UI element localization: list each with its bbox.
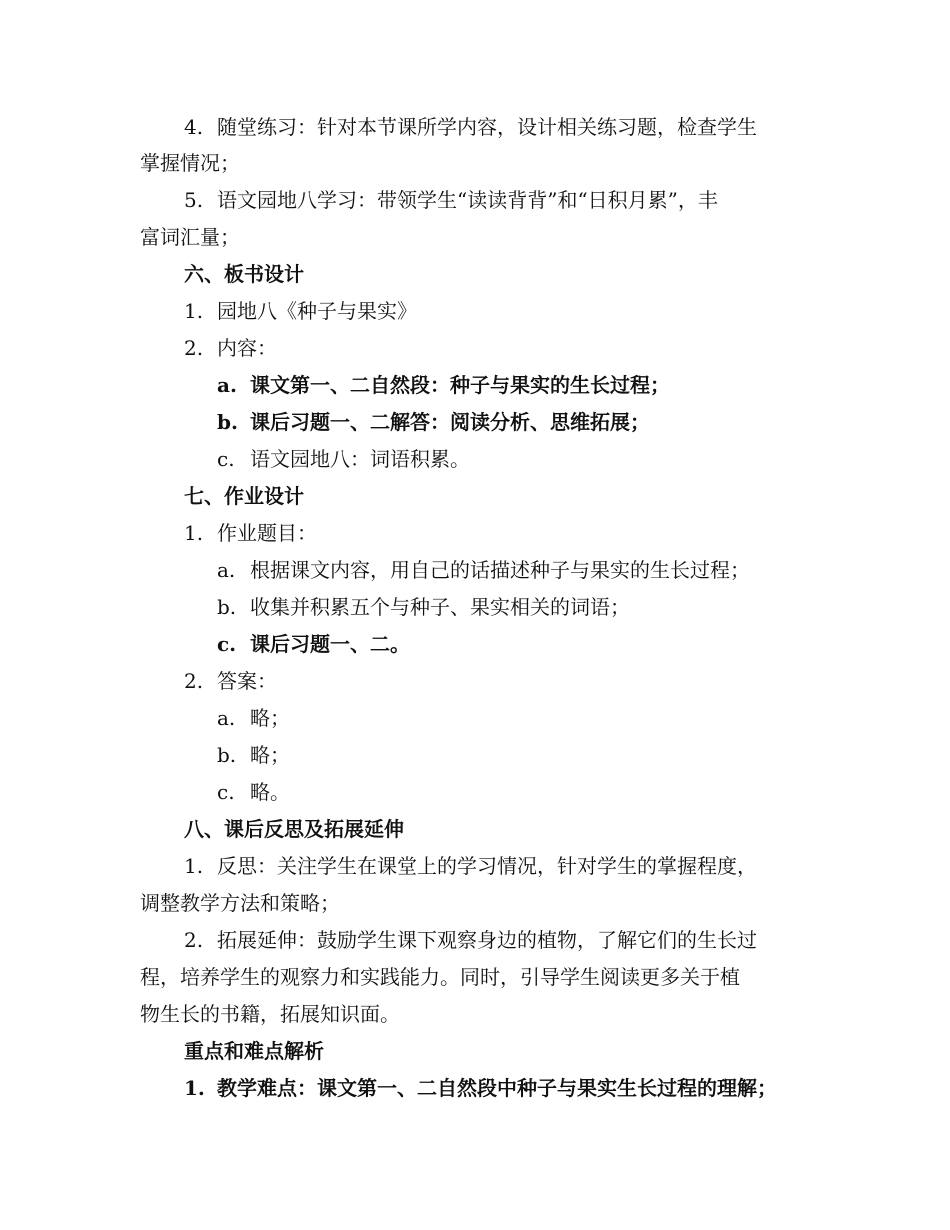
- item-text: 作业题目：: [217, 521, 317, 545]
- sub-item-text: 课文第一、二自然段：种子与果实的生长过程；: [250, 373, 670, 397]
- section-heading: 七、作业设计: [184, 484, 304, 508]
- sub-item-text: 收集并积累五个与种子、果实相关的词语；: [250, 595, 630, 619]
- sub-item-text: 课后习题一、二。: [250, 632, 410, 656]
- list-item: [184, 187, 718, 213]
- item-number: 1.: [184, 521, 204, 545]
- item-number: 2.: [184, 336, 204, 360]
- item-text: 反思：关注学生在课堂上的学习情况，针对学生的掌握程度，: [217, 854, 757, 878]
- item-number: 2.: [184, 669, 204, 693]
- sub-item-text: 略。: [250, 780, 290, 804]
- sub-item-label: b.: [217, 410, 238, 434]
- sub-list-item: [217, 631, 410, 657]
- sub-item-text: 根据课文内容，用自己的话描述种子与果实的生长过程；: [250, 558, 750, 582]
- list-item: [184, 298, 417, 324]
- list-item: [184, 520, 317, 546]
- item-text-continuation: 富词汇量；: [140, 225, 240, 249]
- list-item: [184, 114, 757, 140]
- item-text: 答案：: [217, 669, 277, 693]
- item-text-continuation: 物生长的书籍，拓展知识面。: [140, 1002, 400, 1026]
- sub-item-text: 略；: [250, 706, 290, 730]
- item-number: 1.: [184, 854, 204, 878]
- sub-list-item: [217, 779, 290, 805]
- sub-item-label: a.: [217, 706, 236, 730]
- item-text: 园地八《种子与果实》: [217, 299, 417, 323]
- sub-list-item: [217, 557, 750, 583]
- section-heading: 六、板书设计: [184, 262, 304, 286]
- section-heading: 八、课后反思及拓展延伸: [184, 817, 404, 841]
- item-number: 1.: [184, 299, 204, 323]
- item-text: 随堂练习：针对本节课所学内容，设计相关练习题，检查学生: [217, 115, 757, 139]
- sub-item-text: 课后习题一、二解答：阅读分析、思维拓展；: [250, 410, 650, 434]
- sub-list-item: [217, 372, 670, 398]
- sub-item-label: c.: [217, 447, 235, 471]
- item-text-continuation: 程，培养学生的观察力和实践能力。同时，引导学生阅读更多关于植: [140, 965, 740, 989]
- sub-item-label: c.: [217, 632, 237, 656]
- item-number: 2.: [184, 928, 204, 952]
- item-number: 4.: [184, 115, 204, 139]
- item-text: 内容：: [217, 336, 277, 360]
- sub-list-item: [217, 705, 290, 731]
- section-heading: 重点和难点解析: [184, 1039, 324, 1063]
- item-text-continuation: 掌握情况；: [140, 151, 240, 175]
- item-text: 拓展延伸：鼓励学生课下观察身边的植物，了解它们的生长过: [217, 928, 757, 952]
- sub-list-item: [217, 409, 650, 435]
- item-number: 5.: [184, 188, 204, 212]
- sub-list-item: [217, 594, 630, 620]
- sub-item-text: 略；: [250, 743, 290, 767]
- list-item: [184, 927, 757, 953]
- item-text: 教学难点：课文第一、二自然段中种子与果实生长过程的理解；: [217, 1076, 777, 1100]
- sub-item-label: c.: [217, 780, 235, 804]
- list-item: [184, 668, 277, 694]
- sub-item-label: a.: [217, 558, 236, 582]
- sub-list-item: [217, 742, 290, 768]
- sub-item-text: 语文园地八：词语积累。: [250, 447, 470, 471]
- sub-item-label: a.: [217, 373, 237, 397]
- item-text: 语文园地八学习：带领学生“读读背背”和“日积月累”，丰: [217, 188, 718, 212]
- sub-item-label: b.: [217, 743, 237, 767]
- item-number: 1.: [184, 1076, 205, 1100]
- sub-list-item: [217, 446, 470, 472]
- list-item: [184, 335, 277, 361]
- sub-item-label: b.: [217, 595, 237, 619]
- list-item: [184, 853, 757, 879]
- list-item: [184, 1075, 777, 1101]
- item-text-continuation: 调整教学方法和策略；: [140, 891, 340, 915]
